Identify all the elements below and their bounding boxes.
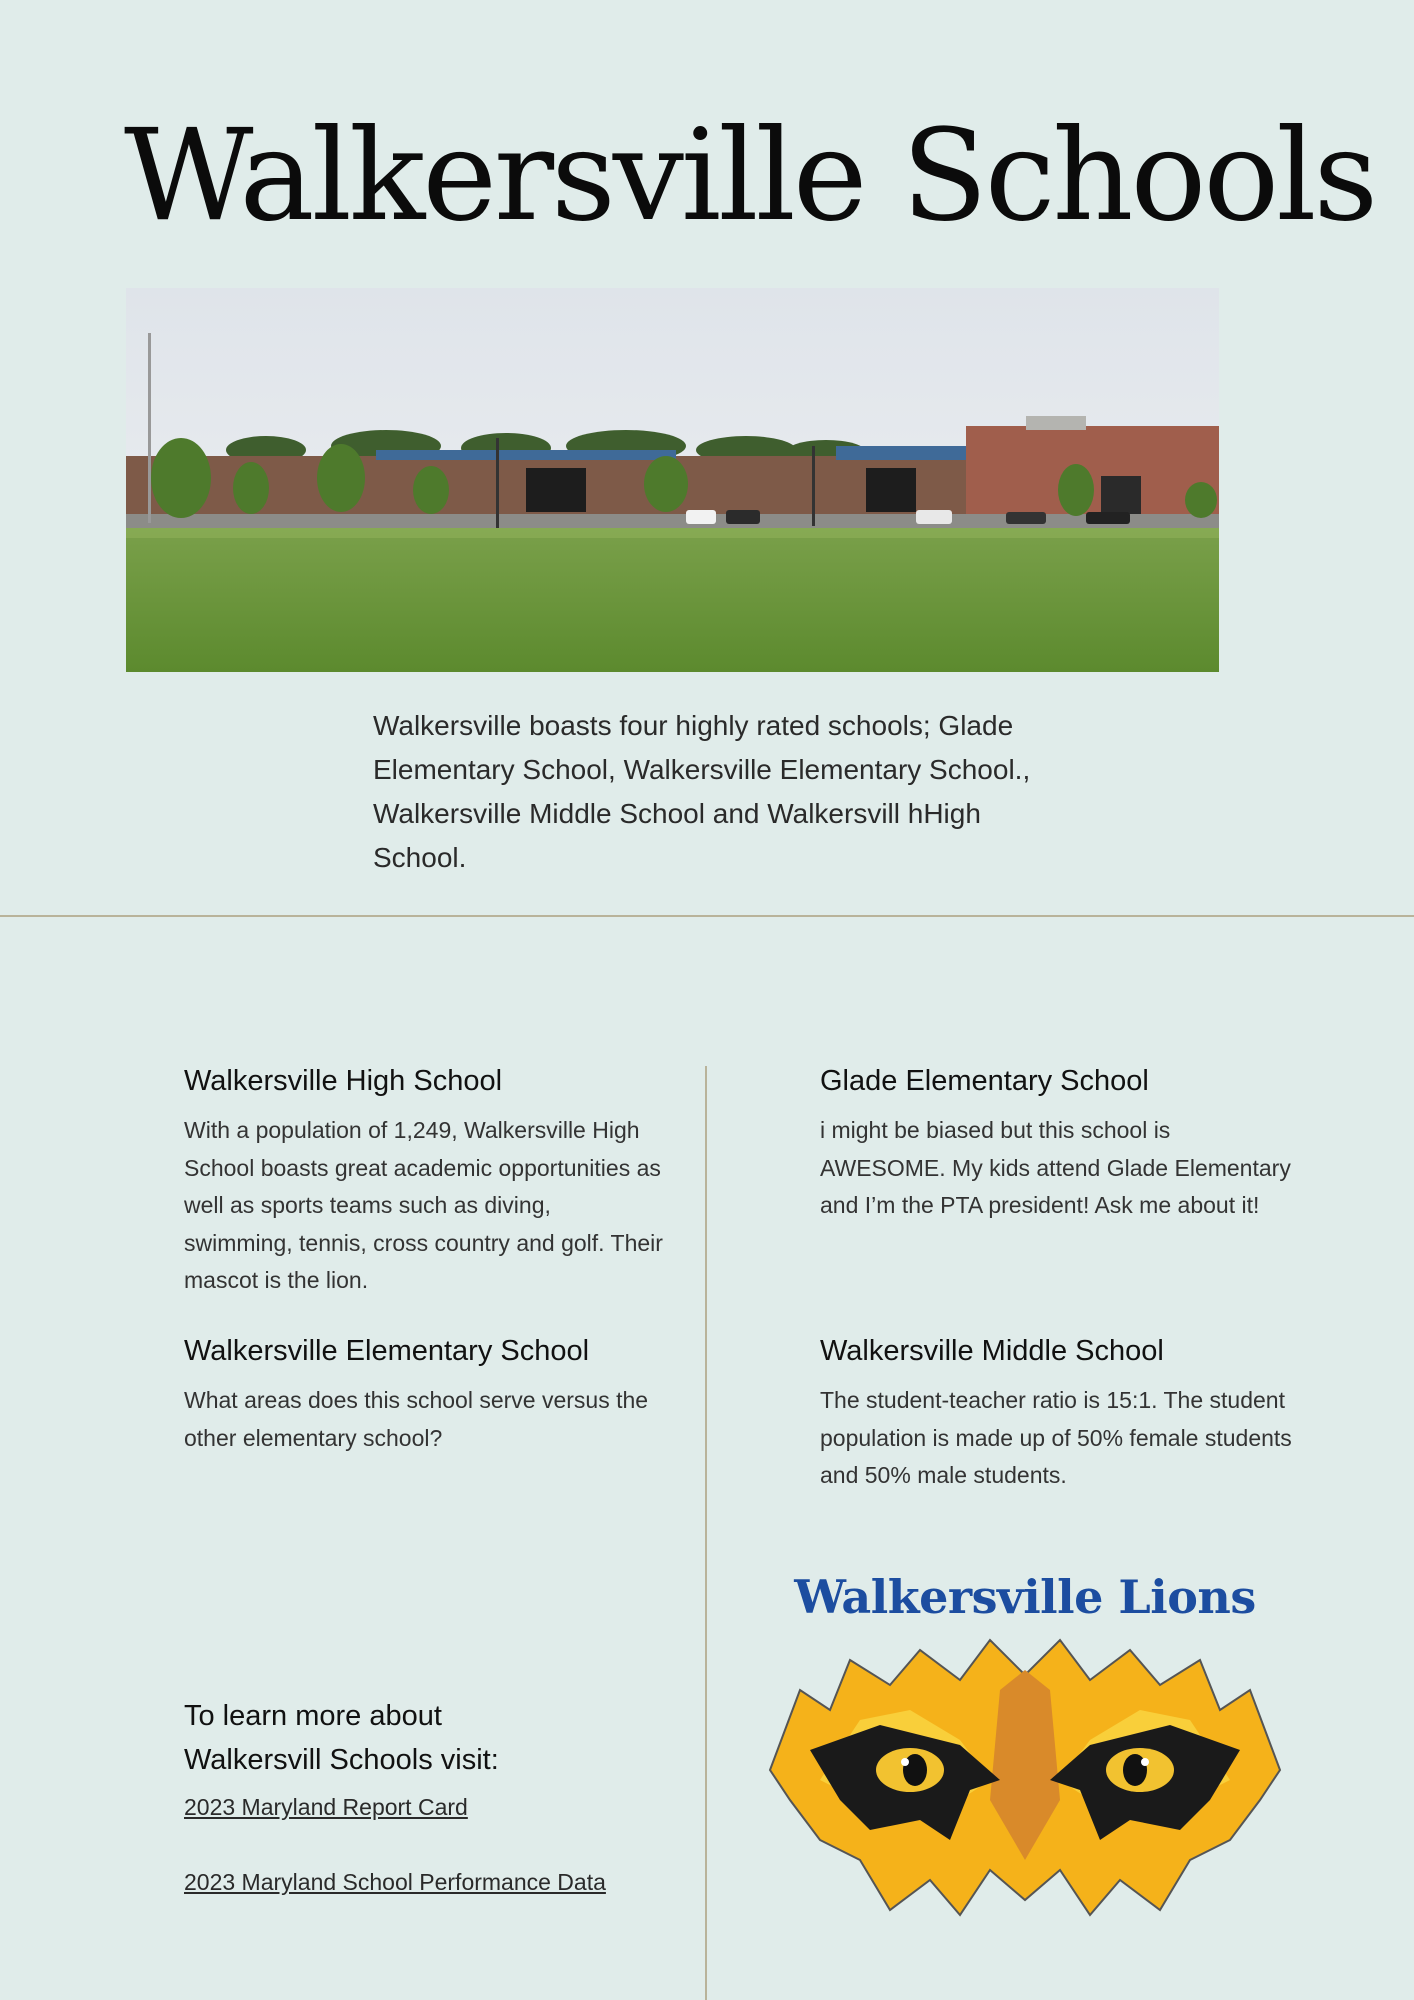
lions-logo — [760, 1570, 1290, 1920]
section-divider — [0, 915, 1414, 917]
learn-more-heading — [184, 1694, 644, 1782]
school-card-elementary — [184, 1332, 664, 1457]
learn-more-section — [184, 1694, 644, 1942]
learn-more-heading-line2: Walkersvill Schools visit: — [184, 1744, 499, 1776]
performance-data-link[interactable]: 2023 Maryland School Performance Data — [184, 1869, 606, 1895]
school-card-glade — [820, 1062, 1300, 1225]
page-title: Walkersville Schools — [124, 102, 1376, 249]
school-card-high — [184, 1062, 664, 1300]
school-description: What areas does this school serve versus the other elementary school? — [184, 1387, 649, 1451]
school-name: Walkersville Middle School — [820, 1335, 1164, 1367]
logo-text: Walkersville Lions — [794, 1570, 1256, 1624]
column-divider — [705, 1066, 707, 2000]
school-name: Walkersville High School — [184, 1065, 503, 1097]
learn-more-heading-line1: To learn more about — [184, 1700, 442, 1732]
school-description: The student-teacher ratio is 15:1. The student population is made up of 50% female students and 50% male students. — [820, 1387, 1292, 1488]
school-name: Glade Elementary School — [820, 1065, 1149, 1097]
school-description: i might be biased but this school is AWESOME. My kids attend Glade Elementary and I’m the PTA president! Ask me about it! — [820, 1117, 1291, 1218]
intro-text: Walkersville boasts four highly rated schools; Glade Elementary School, Walkersville Elementary School., Walkersville Middle School and Walkersvill hHigh School. — [373, 710, 1031, 873]
school-card-middle — [820, 1332, 1300, 1495]
report-card-link[interactable]: 2023 Maryland Report Card — [184, 1794, 468, 1820]
school-name: Walkersville Elementary School — [184, 1335, 590, 1367]
school-photo — [126, 288, 1219, 672]
lion-eyes-icon — [760, 1630, 1290, 1920]
school-description: With a population of 1,249, Walkersville High School boasts great academic opportunities as well as sports teams such as diving, swimming, tennis, cross country and golf. Their mascot is the lion. — [184, 1117, 663, 1293]
